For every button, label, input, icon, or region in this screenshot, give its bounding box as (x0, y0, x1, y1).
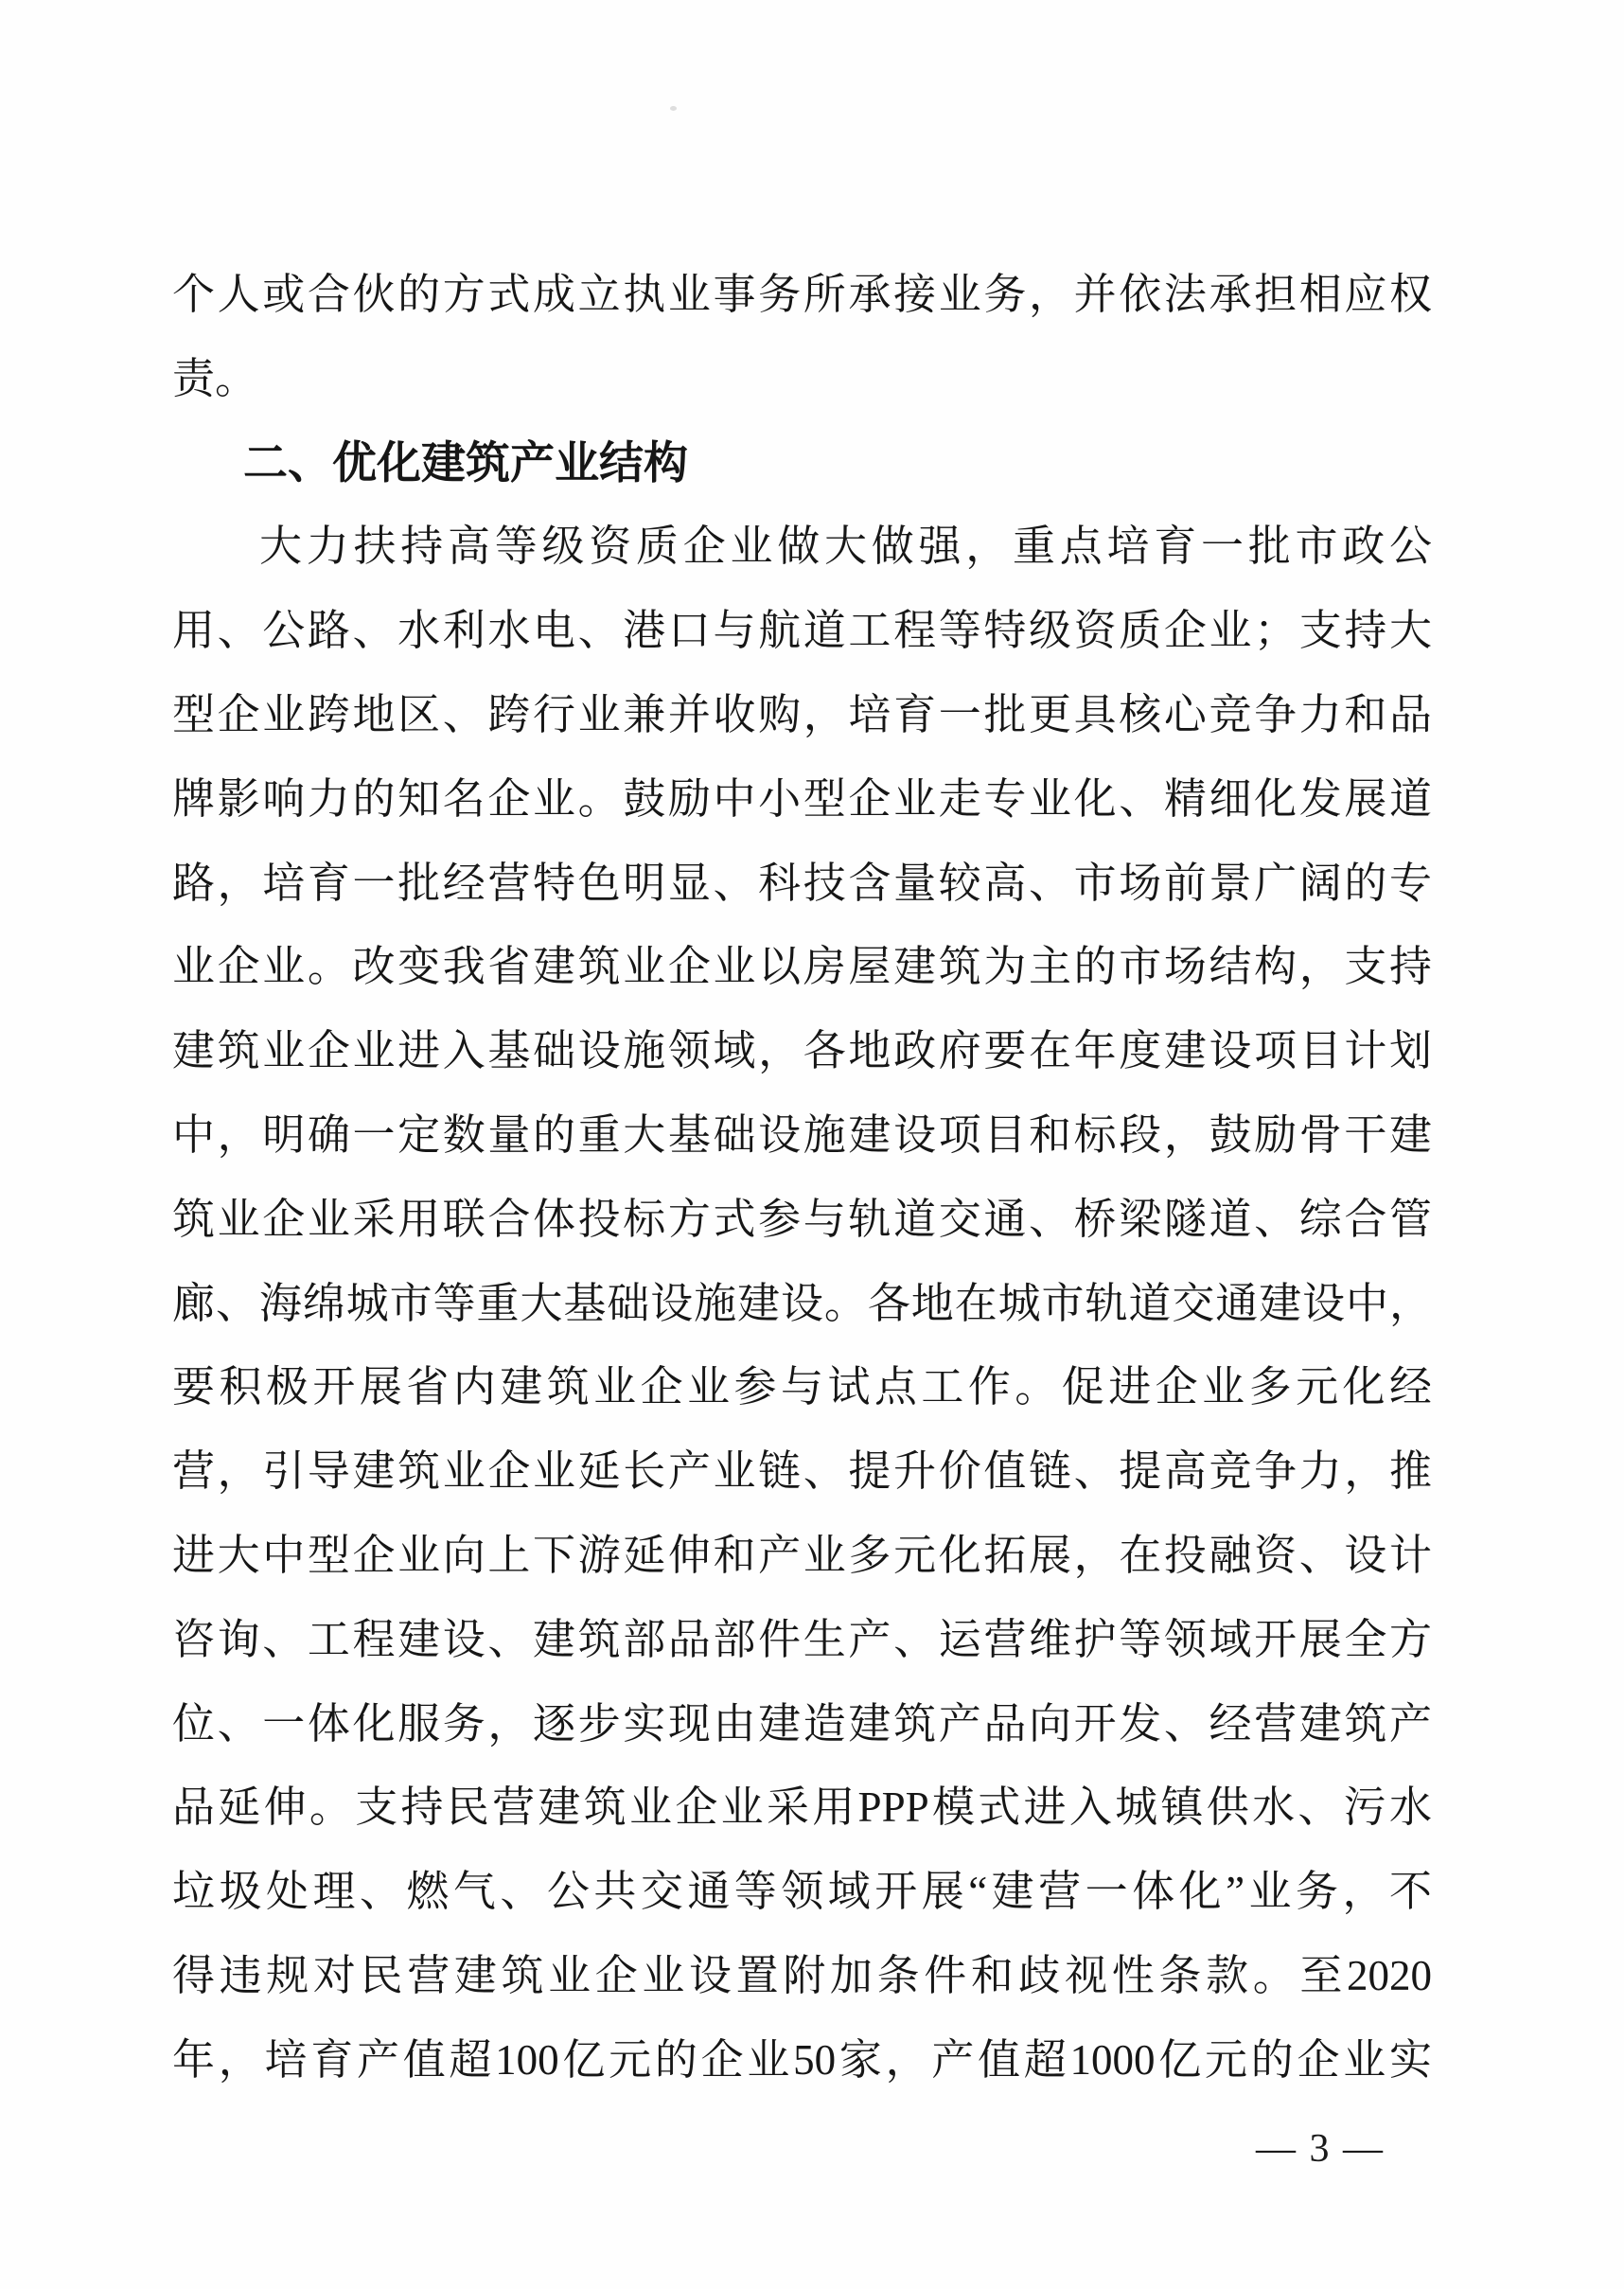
text-line: 路，培育一批经营特色明显、科技含量较高、市场前景广阔的专 (172, 859, 1432, 907)
text-line: 营，引导建筑业企业延长产业链、提升价值链、提高竞争力，推 (172, 1447, 1432, 1496)
text-line: 筑业企业采用联合体投标方式参与轨道交通、桥梁隧道、综合管 (172, 1195, 1432, 1243)
text-line: 咨询、工程建设、建筑部品部件生产、运营维护等领域开展全方 (172, 1615, 1432, 1663)
text-line: 品延伸。支持民营建筑业企业采用PPP模式进入城镇供水、污水 (172, 1783, 1432, 1832)
text-line: 牌影响力的知名企业。鼓励中小型企业走专业化、精细化发展道 (172, 774, 1432, 823)
document-body (172, 253, 1432, 2103)
text-line: 大力扶持高等级资质企业做大做强，重点培育一批市政公 (259, 523, 1432, 571)
text-line: 型企业跨地区、跨行业兼并收购，培育一批更具核心竞争力和品 (172, 690, 1432, 738)
text-line: 业企业。改变我省建筑业企业以房屋建筑为主的市场结构，支持 (172, 943, 1432, 991)
text-line: 得违规对民营建筑业企业设置附加条件和歧视性条款。至2020 (172, 1951, 1432, 1999)
text-line: 年，培育产值超100亿元的企业50家，产值超1000亿元的企业实 (172, 2035, 1432, 2084)
scan-artifact-dot (670, 106, 677, 111)
text-line: 建筑业企业进入基础设施领域，各地政府要在年度建设项目计划 (172, 1027, 1432, 1075)
page-number: — 3 — (1256, 2127, 1385, 2171)
text-line: 廊、海绵城市等重大基础设施建设。各地在城市轨道交通建设中， (172, 1279, 1432, 1327)
text-line: 垃圾处理、燃气、公共交通等领域开展“建营一体化”业务，不 (172, 1868, 1432, 1916)
text-line: 要积极开展省内建筑业企业参与试点工作。促进企业多元化经 (172, 1363, 1432, 1411)
text-line: 责。 (172, 354, 258, 402)
text-line: 用、公路、水利水电、港口与航道工程等特级资质企业；支持大 (172, 607, 1432, 655)
text-line: 位、一体化服务，逐步实现由建造建筑产品向开发、经营建筑产 (172, 1699, 1432, 1748)
text-line: 中，明确一定数量的重大基础设施建设项目和标段，鼓励骨干建 (172, 1110, 1432, 1159)
text-line: 个人或合伙的方式成立执业事务所承接业务，并依法承担相应权 (172, 271, 1432, 318)
section-heading: 二、优化建筑产业结构 (243, 436, 688, 488)
text-line: 进大中型企业向上下游延伸和产业多元化拓展，在投融资、设计 (172, 1531, 1432, 1579)
